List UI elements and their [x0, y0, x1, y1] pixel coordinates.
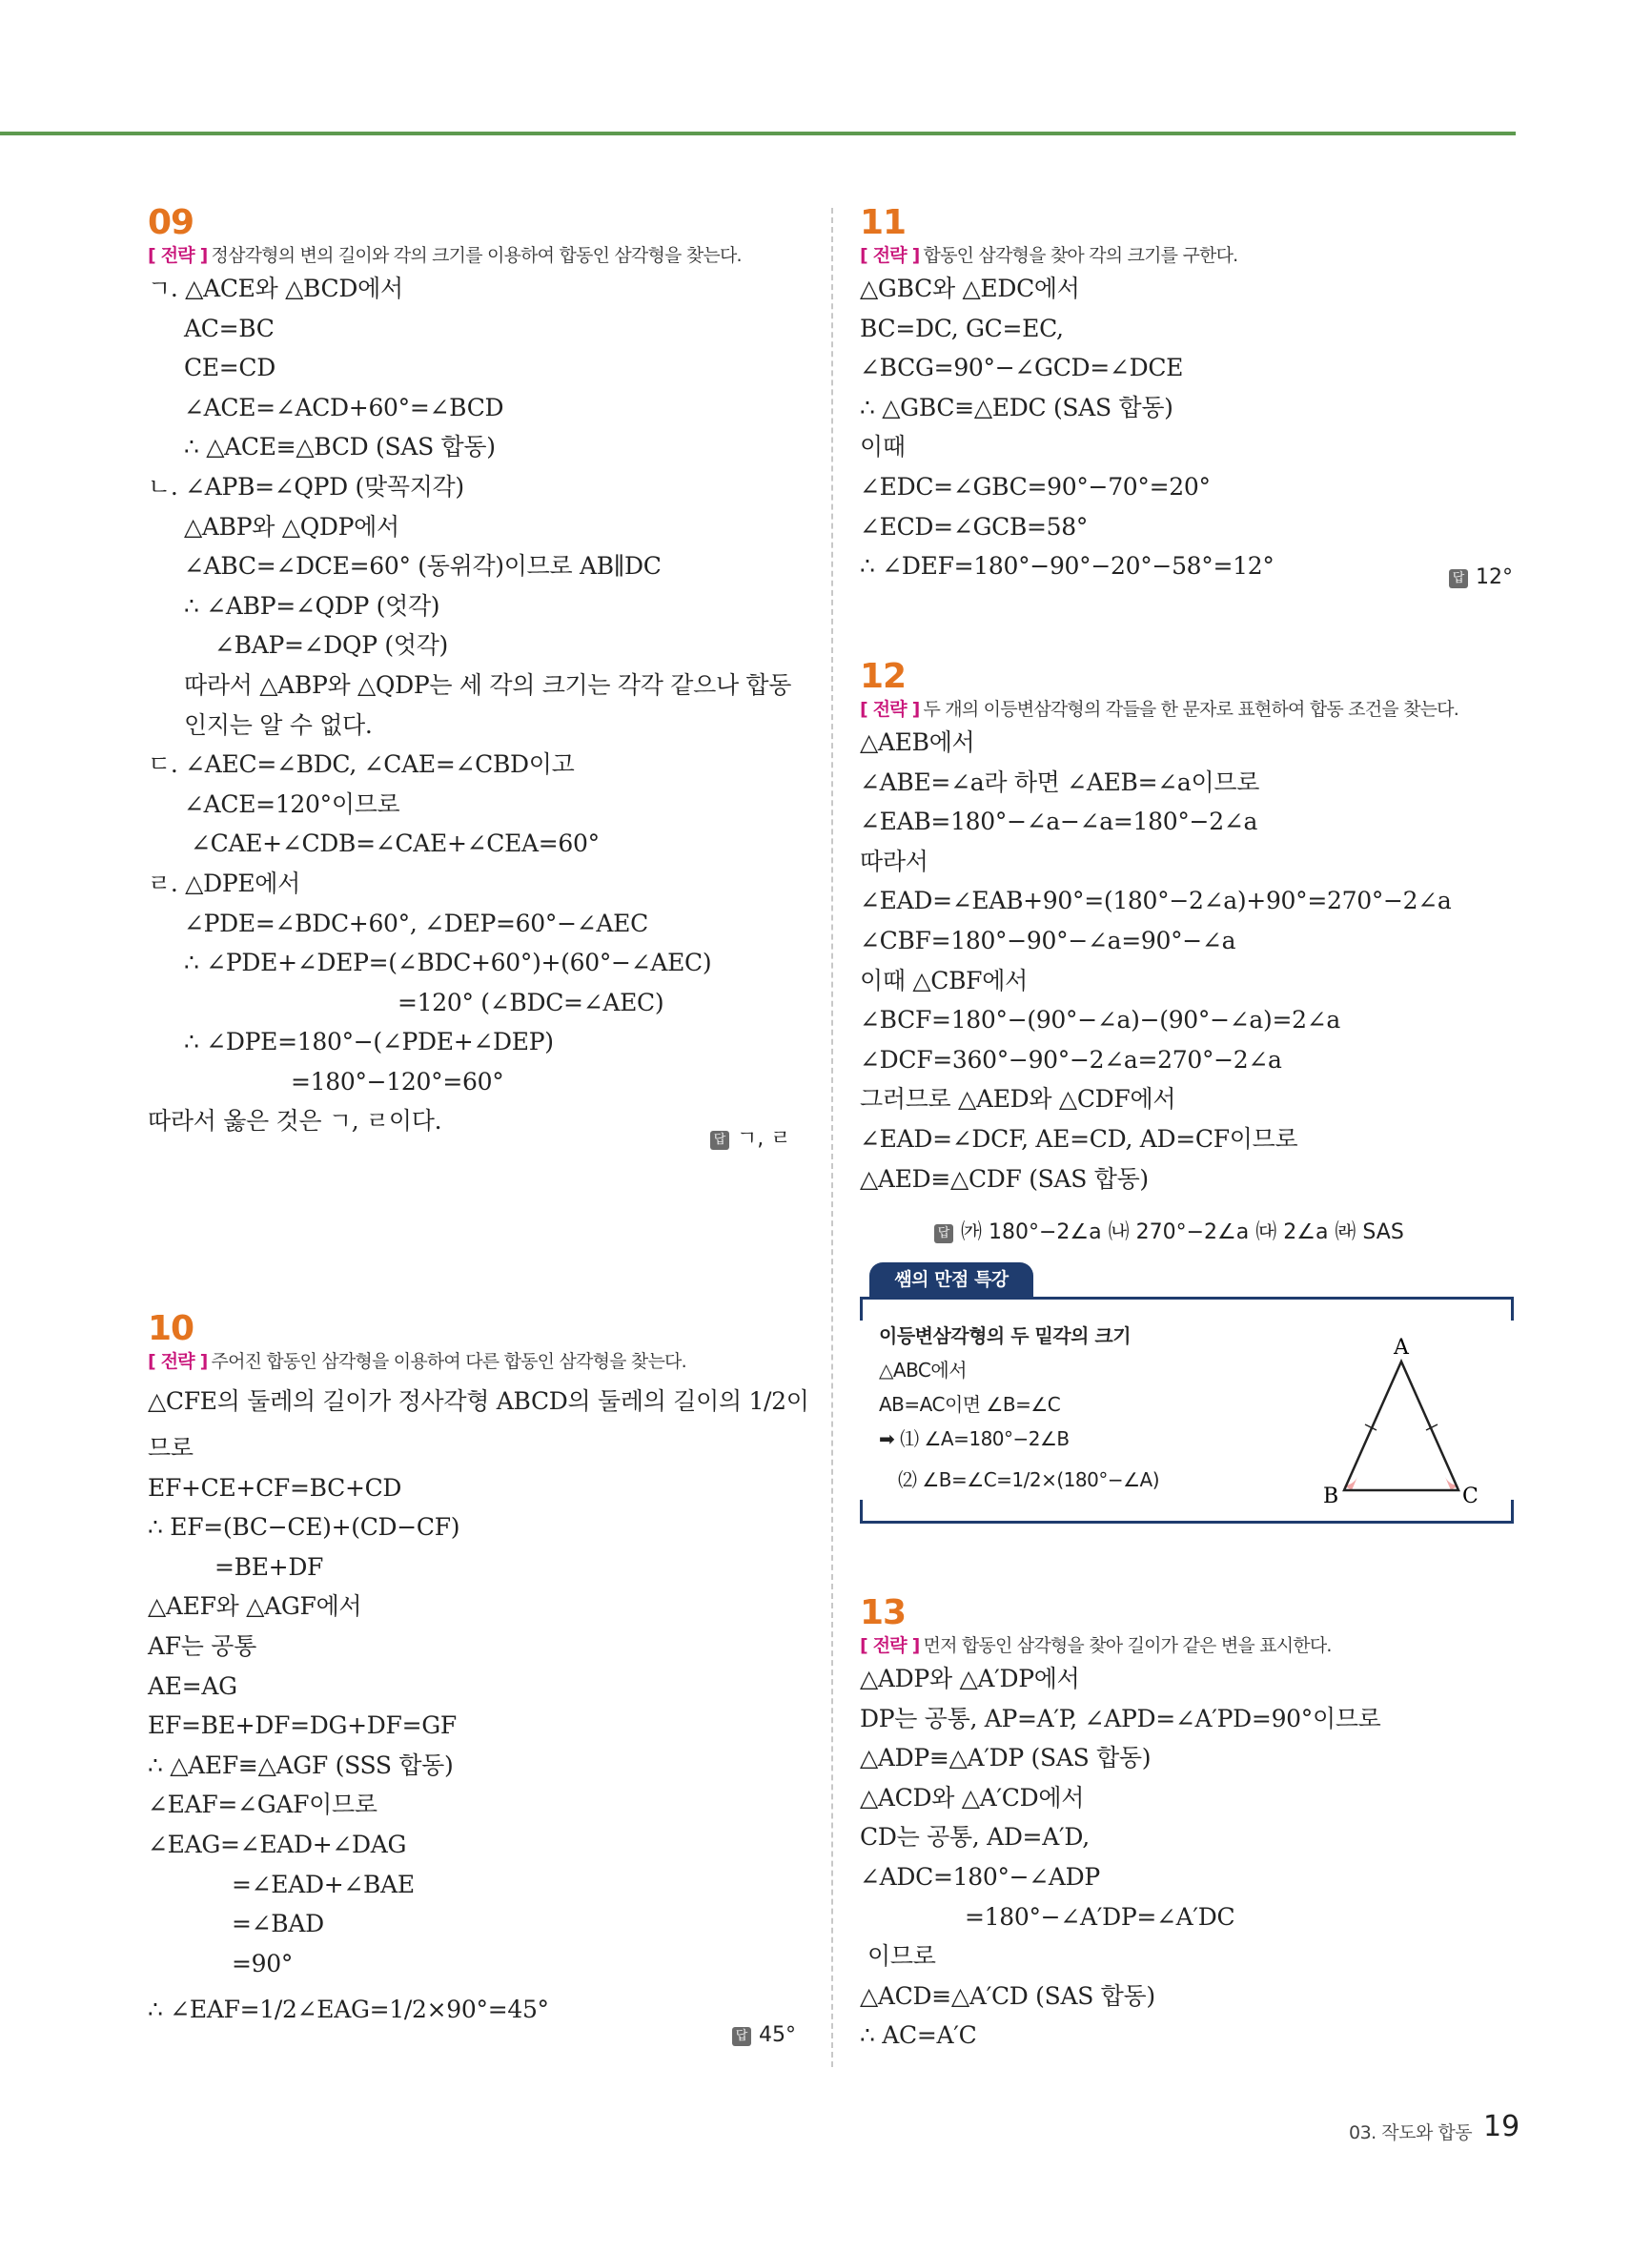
solution-line: 따라서 — [860, 847, 928, 875]
solution-line: ∴ ∠DPE=180°−(∠PDE+∠DEP) — [184, 1028, 554, 1056]
tip-line: ⑵ ∠B=∠C=1/2×(180°−∠A) — [898, 1468, 1160, 1491]
answer-text: 45° — [759, 2023, 796, 2047]
solution-line: ∴ △ACE≡△BCD (SAS 합동) — [184, 433, 496, 461]
strategy-line — [148, 1348, 806, 1375]
solution-line: EF=BE+DF=DG+DF=GF — [148, 1711, 457, 1740]
answer-text: 12° — [1476, 565, 1513, 589]
solution-line: =180°−120°=60° — [291, 1067, 504, 1096]
tip-box-tab: 쌤의 만점 특강 — [869, 1262, 1033, 1297]
answer-text: ㈎ 180°−2∠a ㈏ 270°−2∠a ㈐ 2∠a ㈑ SAS — [961, 1220, 1404, 1244]
solution-line: ∠ACE=∠ACD+60°=∠BCD — [184, 393, 504, 421]
strategy-tag: [ 전략 ] — [860, 699, 920, 720]
vertex-label-b: B — [1323, 1485, 1339, 1508]
solution-line: 이때 — [860, 433, 906, 461]
strategy-text: 먼저 합동인 삼각형을 찾아 길이가 같은 변을 표시한다. — [923, 1635, 1332, 1656]
box-corner — [1511, 1300, 1514, 1321]
strategy-tag: [ 전략 ] — [860, 1635, 920, 1656]
tip-box-content — [879, 1319, 1308, 1504]
problem-number: 13 — [860, 1593, 907, 1632]
box-corner — [860, 1300, 863, 1321]
solution-line: AC=BC — [184, 314, 275, 342]
solution-line: 이때 △CBF에서 — [860, 966, 1028, 994]
answer-text: ㄱ, ㄹ — [737, 1127, 791, 1151]
solution-line: ∠DCF=360°−90°−2∠a=270°−2∠a — [860, 1045, 1282, 1074]
solution-line: =∠EAD+∠BAE — [232, 1870, 415, 1898]
solution-line: ∠ACE=120°이므로 — [184, 789, 400, 818]
box-corner — [860, 1500, 863, 1521]
vertex-label-c: C — [1462, 1485, 1479, 1508]
strategy-text: 주어진 합동인 삼각형을 이용하여 다른 합동인 삼각형을 찾는다. — [211, 1351, 686, 1372]
solution-line: 따라서 옳은 것은 ㄱ, ㄹ이다. — [148, 1107, 442, 1136]
strategy-line — [860, 242, 1518, 269]
solution-line: 이므로 — [867, 1942, 936, 1971]
solution-line: ㄱ. △ACE와 △BCD에서 — [148, 275, 403, 302]
solution-line: △GBC와 △EDC에서 — [860, 275, 1080, 302]
solution-line: AE=AG — [148, 1671, 237, 1700]
chapter-footer: 03. 작도와 합동 — [1349, 2122, 1473, 2143]
solution-line: 그러므로 △AED와 △CDF에서 — [860, 1085, 1176, 1114]
solution-line: ∠ECD=∠GCB=58° — [860, 512, 1089, 541]
solution-line: =120° (∠BDC=∠AEC) — [398, 988, 664, 1016]
solution-line: ∠PDE=∠BDC+60°, ∠DEP=60°−∠AEC — [184, 909, 648, 937]
solution-line: △ABP와 △QDP에서 — [184, 512, 399, 541]
tip-line: △ABC에서 — [879, 1359, 968, 1382]
solution-line: =BE+DF — [214, 1552, 324, 1581]
solution-line: ㄴ. ∠APB=∠QPD (맞꼭지각) — [148, 472, 464, 501]
problem-13 — [860, 1594, 1518, 2056]
solution-line: =90° — [232, 1949, 294, 1977]
solution-line: 따라서 △ABP와 △QDP는 세 각의 크기는 각각 같으나 합동 — [184, 670, 792, 699]
solution-line: =∠BAD — [232, 1910, 324, 1938]
solution-line: △AEB에서 — [860, 728, 975, 756]
strategy-text: 정삼각형의 변의 길이와 각의 크기를 이용하여 합동인 삼각형을 찾는다. — [211, 245, 742, 266]
solution-line: ∠EAD=∠DCF, AE=CD, AD=CF이므로 — [860, 1124, 1298, 1153]
solution-line: ∴ EF=(BC−CE)+(CD−CF) — [148, 1513, 460, 1542]
solution-line: ∠ADC=180°−∠ADP — [860, 1862, 1100, 1891]
solution-line: DP는 공통, AP=A′P, ∠APD=∠A′PD=90°이므로 — [860, 1704, 1381, 1732]
solution-line: △AEF와 △AGF에서 — [148, 1592, 362, 1621]
solution-line: ∠EAD=∠EAB+90°=(180°−2∠a)+90°=270°−2∠a — [860, 887, 1452, 915]
solution-line: △CFE의 둘레의 길이가 정사각형 ABCD의 둘레의 길이의 1/2이 — [148, 1387, 809, 1415]
solution-line: ∠CBF=180°−90°−∠a=90°−∠a — [860, 926, 1236, 954]
solution-line: ∴ △GBC≡△EDC (SAS 합동) — [860, 393, 1173, 421]
problem-number: 12 — [860, 657, 907, 696]
solution-line: △AED≡△CDF (SAS 합동) — [860, 1164, 1149, 1193]
solution-line: EF+CE+CF=BC+CD — [148, 1473, 402, 1502]
problem-10 — [148, 1309, 809, 2037]
strategy-text: 두 개의 이등변삼각형의 각들을 한 문자로 표현하여 합동 조건을 찾는다. — [923, 699, 1458, 720]
strategy-line — [148, 242, 806, 269]
answer-badge: 답 — [934, 1224, 953, 1243]
solution-line: ㄹ. △DPE에서 — [148, 869, 300, 897]
strategy-line — [860, 696, 1518, 723]
problem-12 — [860, 658, 1518, 1198]
solution-line: AF는 공통 — [148, 1631, 256, 1660]
problem-number: 11 — [860, 203, 907, 242]
tip-heading: 이등변삼각형의 두 밑각의 크기 — [879, 1324, 1132, 1347]
solution-line: △ACD≡△A′CD (SAS 합동) — [860, 1981, 1155, 2010]
solution-line: ∠ABC=∠DCE=60° (동위각)이므로 AB∥DC — [184, 552, 662, 581]
problem-number: 09 — [148, 203, 194, 242]
solution-line: ∠ABE=∠a라 하면 ∠AEB=∠a이므로 — [860, 768, 1260, 796]
vertex-label-a: A — [1394, 1336, 1409, 1360]
solution-line: 인지는 알 수 없다. — [184, 710, 373, 739]
solution-line: ∴ △AEF≡△AGF (SSS 합동) — [148, 1751, 454, 1779]
answer-09 — [710, 1122, 791, 1152]
strategy-tag: [ 전략 ] — [860, 245, 920, 266]
box-corner — [1511, 1500, 1514, 1521]
answer-11 — [1449, 565, 1513, 589]
solution-line: ∠EDC=∠GBC=90°−70°=20° — [860, 472, 1211, 501]
solution-line: ㄷ. ∠AEC=∠BDC, ∠CAE=∠CBD이고 — [148, 750, 575, 779]
solution-line: △ADP≡△A′DP (SAS 합동) — [860, 1744, 1152, 1772]
answer-badge: 답 — [732, 2027, 751, 2046]
solution-line: 므로 — [148, 1434, 194, 1462]
solution-line: ∴ ∠EAF=1/2∠EAG=1/2×90°=45° — [148, 1996, 549, 2024]
problem-09 — [148, 204, 806, 1141]
solution-line: CD는 공통, AD=A′D, — [860, 1823, 1090, 1852]
strategy-tag: [ 전략 ] — [148, 245, 208, 266]
solution-line: △ACD와 △A′CD에서 — [860, 1783, 1085, 1812]
column-divider — [831, 208, 833, 2067]
tip-line: AB=AC이면 ∠B=∠C — [879, 1393, 1061, 1416]
answer-badge: 답 — [710, 1131, 729, 1150]
problem-11 — [860, 204, 1518, 586]
problem-number: 10 — [148, 1309, 194, 1348]
strategy-tag: [ 전략 ] — [148, 1351, 208, 1372]
top-accent-bar — [0, 132, 1516, 135]
isosceles-triangle-figure — [1315, 1333, 1487, 1514]
solution-line: ∠BCF=180°−(90°−∠a)−(90°−∠a)=2∠a — [860, 1006, 1340, 1034]
solution-line: ∠BAP=∠DQP (엇각) — [214, 631, 449, 660]
triangle-outline — [1344, 1362, 1458, 1490]
solution-line: ∠EAG=∠EAD+∠DAG — [148, 1830, 407, 1858]
solution-line: ∠EAF=∠GAF이므로 — [148, 1791, 377, 1819]
solution-line: ∠EAB=180°−∠a−∠a=180°−2∠a — [860, 808, 1258, 836]
strategy-text: 합동인 삼각형을 찾아 각의 크기를 구한다. — [923, 245, 1238, 266]
answer-badge: 답 — [1449, 569, 1468, 588]
solution-line: CE=CD — [184, 354, 275, 382]
solution-line: ∠CAE+∠CDB=∠CAE+∠CEA=60° — [191, 830, 600, 858]
solution-line: ∴ ∠DEF=180°−90°−20°−58°=12° — [860, 552, 1275, 581]
solution-line: △ADP와 △A′DP에서 — [860, 1665, 1080, 1692]
answer-12 — [934, 1216, 1404, 1245]
tip-line: ➡ ⑴ ∠A=180°−2∠B — [879, 1427, 1070, 1450]
solution-line: =180°−∠A′DP=∠A′DC — [965, 1902, 1235, 1931]
solution-line: BC=DC, GC=EC, — [860, 314, 1064, 342]
page-number: 19 — [1483, 2110, 1520, 2143]
answer-10 — [732, 2023, 796, 2047]
strategy-line — [860, 1632, 1518, 1659]
solution-line: ∴ AC=A′C — [860, 2021, 977, 2050]
solution-line: ∠BCG=90°−∠GCD=∠DCE — [860, 354, 1184, 382]
solution-line: ∴ ∠PDE+∠DEP=(∠BDC+60°)+(60°−∠AEC) — [184, 949, 712, 977]
solution-line: ∴ ∠ABP=∠QDP (엇각) — [184, 591, 440, 620]
